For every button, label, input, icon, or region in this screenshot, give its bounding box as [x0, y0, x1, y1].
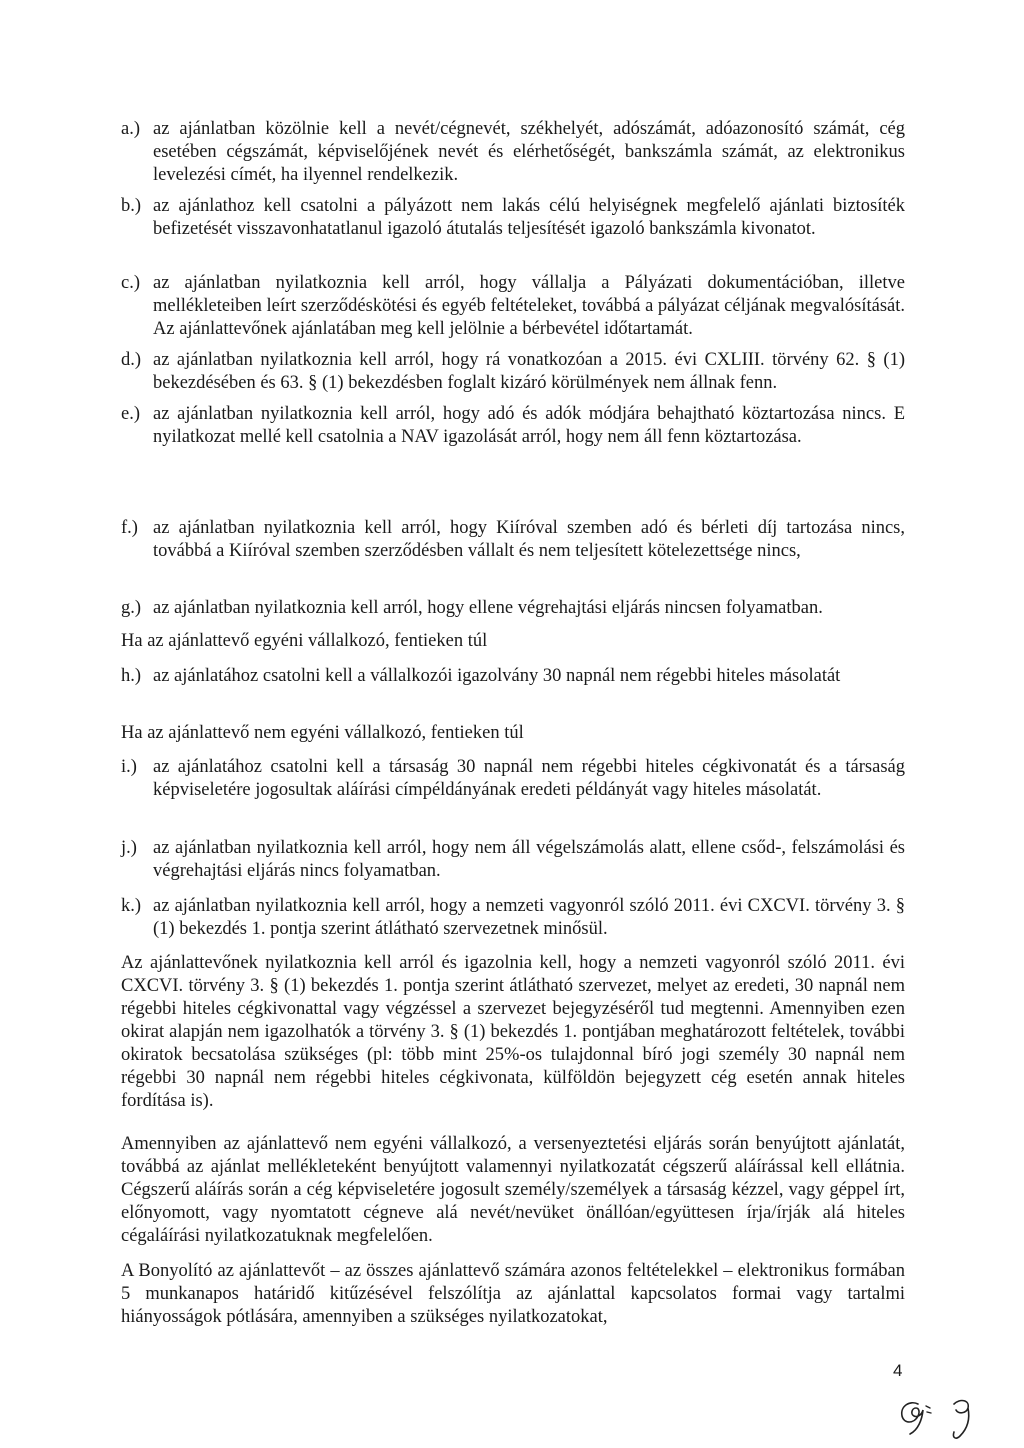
heading-non-sole-trader: Ha az ajánlattevő nem egyéni vállalkozó, fentieken túl: [121, 723, 524, 743]
list-item-c: [121, 272, 905, 341]
list-text: az ajánlathoz kell csatolni a pályázott nem lakás célú helyiségnek megfelelő ajánlati biztosíték befizetését visszavonhatatlanul igazoló átutalás teljesítését igazoló bankszámla kivonatot.: [153, 196, 905, 239]
list-text: az ajánlatban nyilatkoznia kell arról, hogy adó és adók módjára behajtható köztartozása nincs. E nyilatkozat mellé kell csatolnia a NAV igazolását arról, hogy nem áll fenn köztartozása.: [153, 404, 905, 447]
list-item-f: [121, 517, 905, 563]
list-item-e: [121, 403, 905, 449]
list-item-b: [121, 195, 905, 241]
list-label: j.): [121, 838, 137, 858]
list-label: h.): [121, 666, 142, 686]
list-item-d: [121, 349, 905, 395]
paragraph-transparency: Az ajánlattevőnek nyilatkoznia kell arról és igazolnia kell, hogy a nemzeti vagyonról szóló 2011. évi CXCVI. törvény 3. § (1) bekezdés 1. pontja szerint átlátható szervezet, melyet az eredeti, 30 napnál nem régebbi hiteles cégkivonattal vagy végzéssel a szervezet bejegyzéséről tud megtenni. Amennyiben ezen okirat alapján nem igazolhatók a törvény 3. § (1) bekezdés 1. pontjában meghatározott feltételek, további okiratok becsatolása szükséges (pl: több mint 25%-os tulajdonnal bíró jogi személy 30 napnál nem régebbi 30 napnál nem régebbi hiteles cégkivonata, külföldön bejegyzett cég esetén annak hiteles fordítása is).: [121, 953, 905, 1111]
paragraph-deficiency: A Bonyolító az ajánlattevőt – az összes ajánlattevő számára azonos feltételekkel – elektronikus formában 5 munkanapos határidő kitűzésével felszólítja az ajánlattal kapcsolatos formai vagy tartalmi hiányosságok pótlására, amennyiben a szükséges nyilatkozatokat,: [121, 1261, 905, 1327]
list-label: a.): [121, 119, 140, 139]
list-label: k.): [121, 896, 142, 916]
list-label: i.): [121, 757, 137, 777]
list-item-g: [121, 597, 905, 620]
list-text: az ajánlatához csatolni kell a társaság 30 napnál nem régebbi hiteles cégkivonatát és a társaság képviseletére jogosultak aláírási címpéldányának eredeti példányát vagy hiteles másolatát.: [153, 757, 905, 800]
list-text: az ajánlatban nyilatkoznia kell arról, hogy Kiíróval szemben adó és bérleti díj tartozása nincs, továbbá a Kiíróval szemben szerződésben vállalt és nem teljesített kötelezettsége nincs,: [153, 518, 905, 561]
paragraph-signature: Amennyiben az ajánlattevő nem egyéni vállalkozó, a versenyeztetési eljárás során benyújtott ajánlatát, továbbá az ajánlat mellékleteként benyújtott valamennyi nyilatkozatát cégszerű aláírással kell ellátnia. Cégszerű aláírás során a cég képviseletére jogosult személy/személyek a társaság kézzel, vagy géppel írt, előnyomott, vagy nyomtatott cégneve alá nevét/nevüket önállóan/együttesen írja/írják alá hiteles cégaláírási nyilatkozatuknak megfelelően.: [121, 1134, 905, 1246]
list-item-j: [121, 837, 905, 883]
page-number: 4: [893, 1361, 903, 1380]
list-text: az ajánlatban nyilatkoznia kell arról, hogy ellene végrehajtási eljárás nincsen folyamatban.: [153, 598, 823, 618]
list-item-i: [121, 756, 905, 802]
list-text: az ajánlatban nyilatkoznia kell arról, hogy nem áll végelszámolás alatt, ellene csőd-, felszámolási és végrehajtási eljárás nincs folyamatban.: [153, 838, 905, 881]
list-label: c.): [121, 273, 140, 293]
list-label: e.): [121, 404, 140, 424]
heading-sole-trader: Ha az ajánlattevő egyéni vállalkozó, fentieken túl: [121, 631, 488, 651]
list-label: g.): [121, 598, 142, 618]
list-item-a: [121, 118, 905, 187]
list-label: d.): [121, 350, 142, 370]
list-item-h: [121, 665, 905, 688]
list-text: az ajánlatához csatolni kell a vállalkozói igazolvány 30 napnál nem régebbi hiteles másolatát: [153, 666, 841, 686]
list-text: az ajánlatban nyilatkoznia kell arról, hogy rá vonatkozóan a 2015. évi CXLIII. törvény 62. § (1) bekezdésében és 63. § (1) bekezdésben foglalt kizáró körülmények nem állnak fenn.: [153, 350, 905, 393]
handwritten-initials: [896, 1392, 986, 1442]
list-label: b.): [121, 196, 142, 216]
list-item-k: [121, 895, 905, 941]
list-text: az ajánlatban közölnie kell a nevét/cégnevét, székhelyét, adószámát, adóazonosító számát, cég esetében cégszámát, képviselőjének nevét és elérhetőségét, bankszámla számát, az elektronikus levelezési címét, ha ilyennel rendelkezik.: [153, 119, 905, 185]
list-text: az ajánlatban nyilatkoznia kell arról, hogy vállalja a Pályázati dokumentációban, illetve mellékleteiben leírt szerződéskötési és egyéb feltételeket, továbbá a pályázat céljának megvalósítását. Az ajánlattevőnek ajánlatában meg kell jelölnie a bérbevétel időtartamát.: [153, 273, 905, 339]
list-text: az ajánlatban nyilatkoznia kell arról, hogy a nemzeti vagyonról szóló 2011. évi CXCVI. törvény 3. § (1) bekezdés 1. pontja szerint átlátható szervezetnek minősül.: [153, 896, 905, 939]
list-label: f.): [121, 518, 138, 538]
